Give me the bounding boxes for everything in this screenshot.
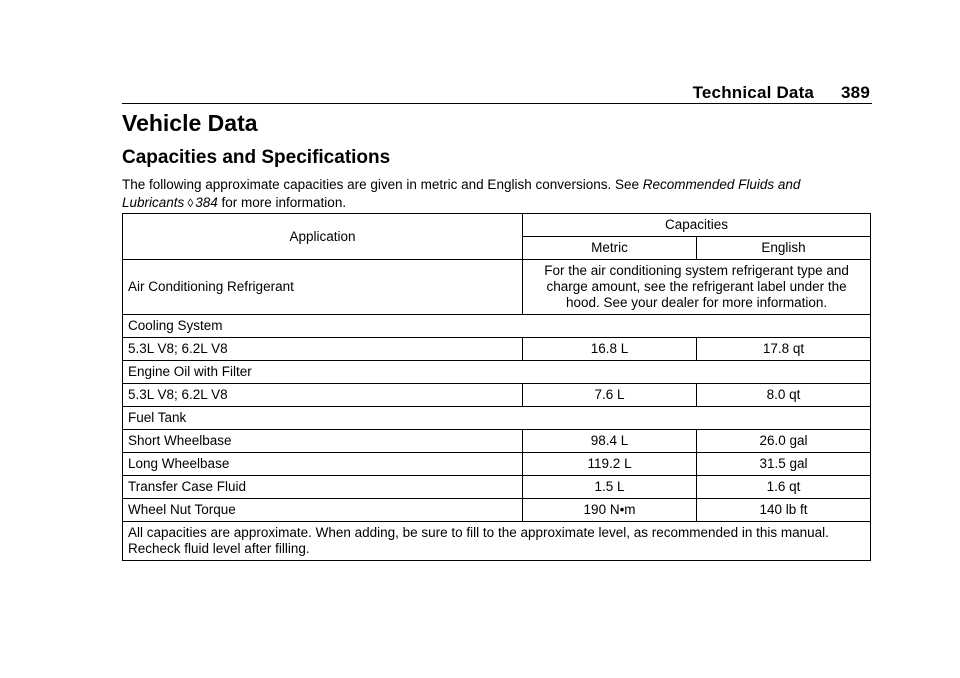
row-label: Air Conditioning Refrigerant [123, 260, 523, 315]
metric-value: 119.2 L [523, 453, 697, 476]
group-label: Engine Oil with Filter [123, 361, 871, 384]
english-value: 31.5 gal [697, 453, 871, 476]
table-row [123, 260, 871, 315]
column-header-english: English [697, 237, 871, 260]
metric-value: 7.6 L [523, 384, 697, 407]
english-value: 26.0 gal [697, 430, 871, 453]
table-header-row [123, 214, 871, 237]
english-value: 1.6 qt [697, 476, 871, 499]
table-row [123, 476, 871, 499]
capacities-table [122, 213, 871, 561]
row-label: Wheel Nut Torque [123, 499, 523, 522]
page-title: Vehicle Data [122, 110, 258, 136]
row-label: 5.3L V8; 6.2L V8 [123, 384, 523, 407]
intro-paragraph [122, 176, 882, 212]
table-row [123, 338, 871, 361]
page-ref-icon: ◊ [187, 196, 194, 210]
group-label: Fuel Tank [123, 407, 871, 430]
metric-value: 190 N•m [523, 499, 697, 522]
english-value: 8.0 qt [697, 384, 871, 407]
row-label: Transfer Case Fluid [123, 476, 523, 499]
metric-value: 98.4 L [523, 430, 697, 453]
refrigerant-note: For the air conditioning system refrigerant type and charge amount, see the refrigerant label under the hood. See your dealer for more information. [523, 260, 871, 315]
english-value: 140 lb ft [697, 499, 871, 522]
intro-text: The following approximate capacities are given in metric and English conversions. See [122, 177, 640, 192]
header-section-title: Technical Data [692, 83, 815, 102]
column-header-capacities: Capacities [523, 214, 871, 237]
table-group-row [123, 407, 871, 430]
cross-reference-title: Recommended Fluids and Lubricants [122, 177, 801, 210]
row-label: Long Wheelbase [123, 453, 523, 476]
table-footer-row [123, 522, 871, 561]
intro-text-end: for more information. [221, 195, 347, 210]
table-group-row [123, 315, 871, 338]
row-label: 5.3L V8; 6.2L V8 [123, 338, 523, 361]
row-label: Short Wheelbase [123, 430, 523, 453]
metric-value: 1.5 L [523, 476, 697, 499]
cross-reference-page: 384 [195, 195, 218, 210]
table-row [123, 384, 871, 407]
section-title: Capacities and Specifications [122, 147, 391, 168]
group-label: Cooling System [123, 315, 871, 338]
table-row [123, 430, 871, 453]
running-header [693, 83, 870, 103]
table-group-row [123, 361, 871, 384]
english-value: 17.8 qt [697, 338, 871, 361]
table-row [123, 499, 871, 522]
page-number: 389 [841, 83, 870, 102]
table-row [123, 453, 871, 476]
column-header-application: Application [123, 214, 523, 260]
header-rule [122, 103, 872, 104]
metric-value: 16.8 L [523, 338, 697, 361]
table-footnote: All capacities are approximate. When adding, be sure to fill to the approximate level, as recommended in this manual. Recheck fluid level after filling. [123, 522, 871, 561]
column-header-metric: Metric [523, 237, 697, 260]
